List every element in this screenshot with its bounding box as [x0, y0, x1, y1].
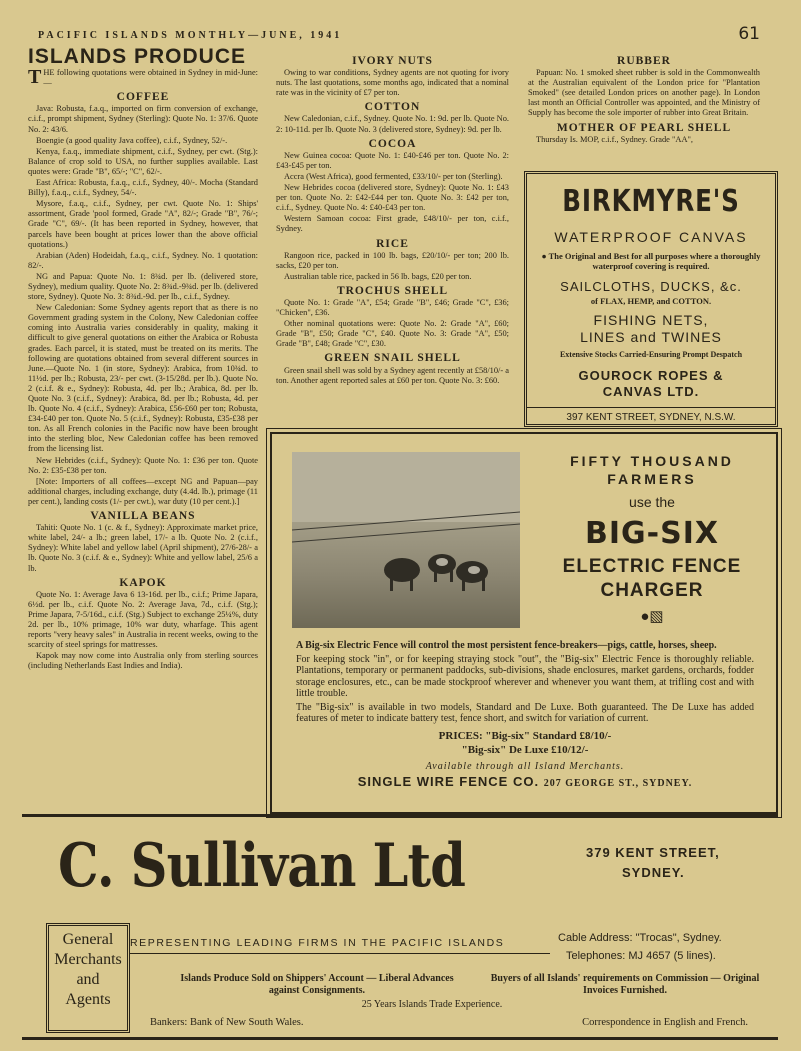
sullivan-produce: Islands Produce Sold on Shippers' Account — Liberal Advances against Consignments. — [180, 973, 454, 996]
birkmyre-line: SAILCLOTHS, DUCKS, &c. — [560, 279, 742, 294]
birkmyre-company: GOUROCK ROPES & CANVAS LTD. — [578, 368, 724, 399]
rice-para: Australian table rice, packed in 56 lb. bags, £20 per ton. — [284, 271, 472, 281]
bigsix-head2: use the — [629, 494, 675, 510]
rice-para: Rangoon rice, packed in 100 lb. bags, £20/10/- per ton; 200 lb. sacks, £20 per ton. — [276, 250, 509, 270]
bigsix-prices: PRICES: "Big-six" Standard £8/10/- "Big-six" De Luxe £10/12/- — [438, 729, 612, 756]
bigsix-body — [296, 640, 754, 790]
birkmyre-product: WATERPROOF CANVAS — [554, 229, 748, 245]
vanilla-heading: VANILLA BEANS — [90, 510, 196, 523]
sullivan-address: 379 KENT STREET, SYDNEY. — [586, 845, 720, 880]
bigsix-para: For keeping stock "in", or for keeping straying stock "out", the "Big-six" Electric Fence is thoroughly reliable. Plantations, temporary or permanent paddocks, sub-divisions, shade enclosures, market gardens, orchards, fodder storage enclosures, etc., can be made stockproof wherever and whenever you want them, at trifling cost and with little trouble. — [296, 653, 754, 699]
sullivan-correspondence: Correspondence in English and French. — [582, 1017, 748, 1028]
snail-heading: GREEN SNAIL SHELL — [324, 352, 461, 365]
sullivan-logo: C. Sullivan Ltd — [58, 831, 466, 901]
cattle-photo-illustration — [292, 452, 520, 628]
coffee-para: New Caledonian: Some Sydney agents report that as there is no Government grading system in the Colony, New Caledonian coffee coming into Australia varies considerably in quality, making it difficult to give general quotations on either the Arabica or Robusta grades. Each parcel, it is stated, must be treated on its merits. The following are quotations obtained from several different sources in June.—Quote No. 1 (in store, Sydney): Arabica, from 10¾d. to 11½d. per lb.; Robusta, 23/- per cwt. (3-15/28d. per lb.). Quote No. 2 (c.i.f. & e., Sydney): Robusta, 4d. per lb.; Arabica, 8d. per lb. Quote No. 3 (c.i.f., Sydney): Arabica, 8d. per lb.; Robusta, 4d. per lb. Quote No. 4 (c.i.f., Sydney): Arabica, £56-£60 per ton; Robusta, £34-£40 per ton. Quote No. 5 (c.i.f., Sydney): Robusta, £35-£38 per ton. As all French colonies in the Pacific now have been brought into the sterling bloc, New Caledonian coffee has been removed from the licensing list. — [28, 303, 258, 454]
birkmyre-brand: BIRKMYRE'S — [562, 184, 740, 219]
coffee-para: East Africa: Robusta, f.a.q., c.i.f., Sydney, 40/-. Mocha (Standard Billy), f.a.q., c.i.f., Sydney, 54/-. — [28, 178, 258, 198]
bigsix-lead: A Big-six Electric Fence will control the most persistent fence-breakers—pigs, cattle, horses, sheep. — [296, 640, 717, 651]
bigsix-para: The "Big-six" is available in two models, Standard and De Luxe. Both guaranteed. The De Luxe has added features of meter to indicate battery test, fence short, and switch for variation of current. — [296, 701, 754, 724]
cotton-heading: COTTON — [364, 101, 421, 114]
kapok-heading: KAPOK — [119, 576, 167, 589]
cocoa-para: New Guinea cocoa: Quote No. 1: £40-£46 per ton. Quote No. 2: £43-£45 per ton. — [276, 150, 509, 170]
column-3 — [528, 56, 760, 146]
column-1 — [28, 45, 258, 672]
coffee-para: NG and Papua: Quote No. 1: 8¾d. per lb. (delivered store, Sydney), medium quality. Quote No. 2: 8¾d.-9¾d. per lb. (delivered store, Sydney). Quote No. 3: 8¾d.-9d. per lb., c.i.f., Sydney. — [28, 271, 258, 302]
sullivan-representing: REPRESENTING LEADING FIRMS IN THE PACIFIC ISLANDS — [130, 937, 505, 949]
sullivan-buyers: Buyers of all Islands' requirements on Commission — Original Invoices Furnished. — [490, 973, 760, 996]
coffee-para: New Hebrides (c.i.f., Sydney): Quote No. 1: £36 per ton. Quote No. 2: £35-£38 per ton. — [28, 455, 258, 475]
coffee-para: Kenya, f.a.q., immediate shipment, c.i.f., Sydney, per cwt. (Stg.): Balance of crop sold to USA, no further supplies available. Last quotes were: Grade "B", 65/-; "C", 62/-. — [28, 146, 258, 176]
ivory-heading: IVORY NUTS — [352, 55, 433, 67]
birkmyre-tagline: ● The Original and Best for all purposes where a thoroughly waterproof covering is required. — [541, 251, 761, 271]
snail-para: Green snail shell was sold by a Sydney agent recently at £58/10/- a ton. Another agent reported sales at £60 per ton. Quote No. 3: £60. — [276, 365, 509, 385]
bigsix-brand: BIG-SIX — [584, 516, 719, 551]
ivory-para: Owing to war conditions, Sydney agents are not quoting for ivory nuts. The last quotations, some months ago, indicated that a nominal rate was in the vicinity of £7 per ton. — [276, 68, 509, 98]
column-2 — [276, 56, 509, 387]
sullivan-bankers: Bankers: Bank of New South Wales. — [150, 1017, 304, 1028]
coffee-para: Boengie (a good quality Java coffee), c.i.f., Sydney, 52/-. — [36, 135, 228, 145]
sullivan-advert — [22, 814, 778, 1040]
coffee-para: Mysore, f.a.q., c.i.f., Sydney, per cwt. Quote No. 1: Ships' assortment, Grade 'pool formed, Grade "A", 82/-; Grade "B", 76/-; Grade "C", 69/-. (It has been reported in Sydney, however, that parcels have been bought at prices lower than the above official quotations.) — [28, 199, 258, 249]
bigsix-company: SINGLE WIRE FENCE CO. 207 GEORGE ST., SYDNEY. — [357, 774, 693, 789]
trochus-para: Other nominal quotations were: Quote No. 2: Grade "A", £60; Grade "B", £50; Grade "C", £40. Quote No. 3: Grade "A", £50; Grade "B", £48; Grade "C", £30. — [276, 319, 509, 349]
cotton-para: New Caledonian, c.i.f., Sydney. Quote No. 1: 9d. per lb. Quote No. 2: 10-11d. per lb. Quote No. 3 (delivered store, Sydney): 9d. per lb. — [276, 114, 509, 134]
bigsix-advert — [270, 432, 778, 814]
sullivan-contact: Cable Address: "Trocas", Sydney. Telephones: MJ 4657 (5 lines). — [558, 932, 722, 962]
cocoa-heading: COCOA — [368, 137, 417, 150]
bigsix-head1: FIFTY THOUSAND FARMERS — [570, 453, 734, 487]
birkmyre-address: 397 KENT STREET, SYDNEY, N.S.W. — [527, 407, 775, 423]
birkmyre-line: FISHING NETS, LINES and TWINES — [580, 312, 722, 345]
article-intro: THE following quotations were obtained in Sydney in mid-June:— — [28, 66, 258, 89]
pearl-heading: MOTHER OF PEARL SHELL — [556, 121, 732, 134]
bigsix-availability: Available through all Island Merchants. — [425, 760, 625, 772]
coffee-note: [Note: Importers of all coffees—except NG and Papuan—pay additional charges, including exchange, duty (4.4d. lb.), primage (11 per cent.), landing costs (1/- per cwt.), war duty (10 per cent.).] — [28, 476, 258, 506]
rubber-heading: RUBBER — [617, 55, 671, 67]
kapok-para: Kapok may now come into Australia only from sterling sources (including Netherlands East Indies and India). — [28, 651, 258, 671]
general-merchants-box: General Merchants and Agents — [46, 923, 130, 1033]
coffee-para: Java: Robusta, f.a.q., imported on firm conversion of exchange, c.i.f., prompt shipment, Sydney (Sterling): Quote No. 1: 37/6. Quote No. 2: 43/6. — [28, 104, 258, 134]
sullivan-years: 25 Years Islands Trade Experience. — [361, 999, 503, 1010]
birkmyre-line: of FLAX, HEMP, and COTTON. — [590, 296, 712, 306]
kapok-para: Quote No. 1: Average Java 6 13-16d. per lb., c.i.f.; Prime Japara, 6½d. per lb., c.i.f. Quote No. 2: Average Java, 7d., c.i.f. (Stg.); Prime Japara, 7-5/16d., c.i.f. (Stg.) Subject to exchange 25¼%, duty 2d. per lb., 10% primage, 10% war duty, wharfage. This agent reports "very heavy sales" in Australia in recent weeks, owing to the scarcity of steel springs for mattresses. — [28, 589, 258, 650]
pearl-para: Thursday Is. MOP, c.i.f., Sydney. Grade "AA", — [536, 134, 694, 144]
article-title: ISLANDS PRODUCE — [28, 45, 247, 68]
cocoa-para: Accra (West Africa), good fermented, £33/10/- per ton (Sterling). — [284, 171, 503, 181]
cocoa-para: Western Samoan cocoa: First grade, £48/10/- per ton, c.i.f., Sydney. — [276, 214, 509, 234]
divider — [130, 953, 550, 954]
farm-photo — [292, 452, 520, 628]
vanilla-para: Tahiti: Quote No. 1 (c. & f., Sydney): Approximate market price, white label, 24/- a lb.; green label, 17/- a lb. Quote No. 2 (c.i.f., Sydney): White label and yellow label (April shipment), 27/6-28/- a lb. Quote No. 3 (c.i.f. & e., Sydney): White and yellow label, 25/6 a lb. — [28, 523, 258, 573]
coffee-para: Arabian (Aden) Hodeidah, f.a.q., c.i.f., Sydney. No. 1 quotation: 82/-. — [28, 250, 258, 270]
bigsix-logo-icon: ●▧ — [640, 608, 664, 625]
running-header: PACIFIC ISLANDS MONTHLY—JUNE, 1941 — [38, 30, 343, 41]
coffee-heading: COFFEE — [116, 91, 170, 104]
page-header — [30, 26, 770, 46]
rubber-para: Papuan: No. 1 smoked sheet rubber is sold in the Commonwealth at the Australian equivalent of the London price for "Plantation Smoked" (see detailed London prices on another page). In London last month an Official Controller was appointed, and the Ministry of Supply has become the sole importer of rubber into Great Britain. — [528, 68, 760, 118]
birkmyre-stocks: Extensive Stocks Carried-Ensuring Prompt Despatch — [559, 350, 743, 359]
trochus-heading: TROCHUS SHELL — [336, 284, 449, 297]
birkmyre-advert — [524, 171, 778, 427]
trochus-para: Quote No. 1: Grade "A", £54; Grade "B", £46; Grade "C", £36; "Chicken", £36. — [276, 297, 509, 318]
bigsix-headline — [536, 452, 768, 625]
page-number: 61 — [738, 24, 760, 44]
rice-heading: RICE — [376, 237, 409, 250]
drop-cap: T — [28, 66, 42, 89]
bigsix-head3: ELECTRIC FENCE CHARGER — [562, 556, 742, 601]
cocoa-para: New Hebrides cocoa (delivered store, Sydney): Quote No. 1: £43 per ton. Quote No. 2: £42-£44 per ton. Quote No. 3: £42 per ton, c.i.f., Sydney. Quote No. 4: £40-£43 per ton. — [276, 183, 509, 213]
